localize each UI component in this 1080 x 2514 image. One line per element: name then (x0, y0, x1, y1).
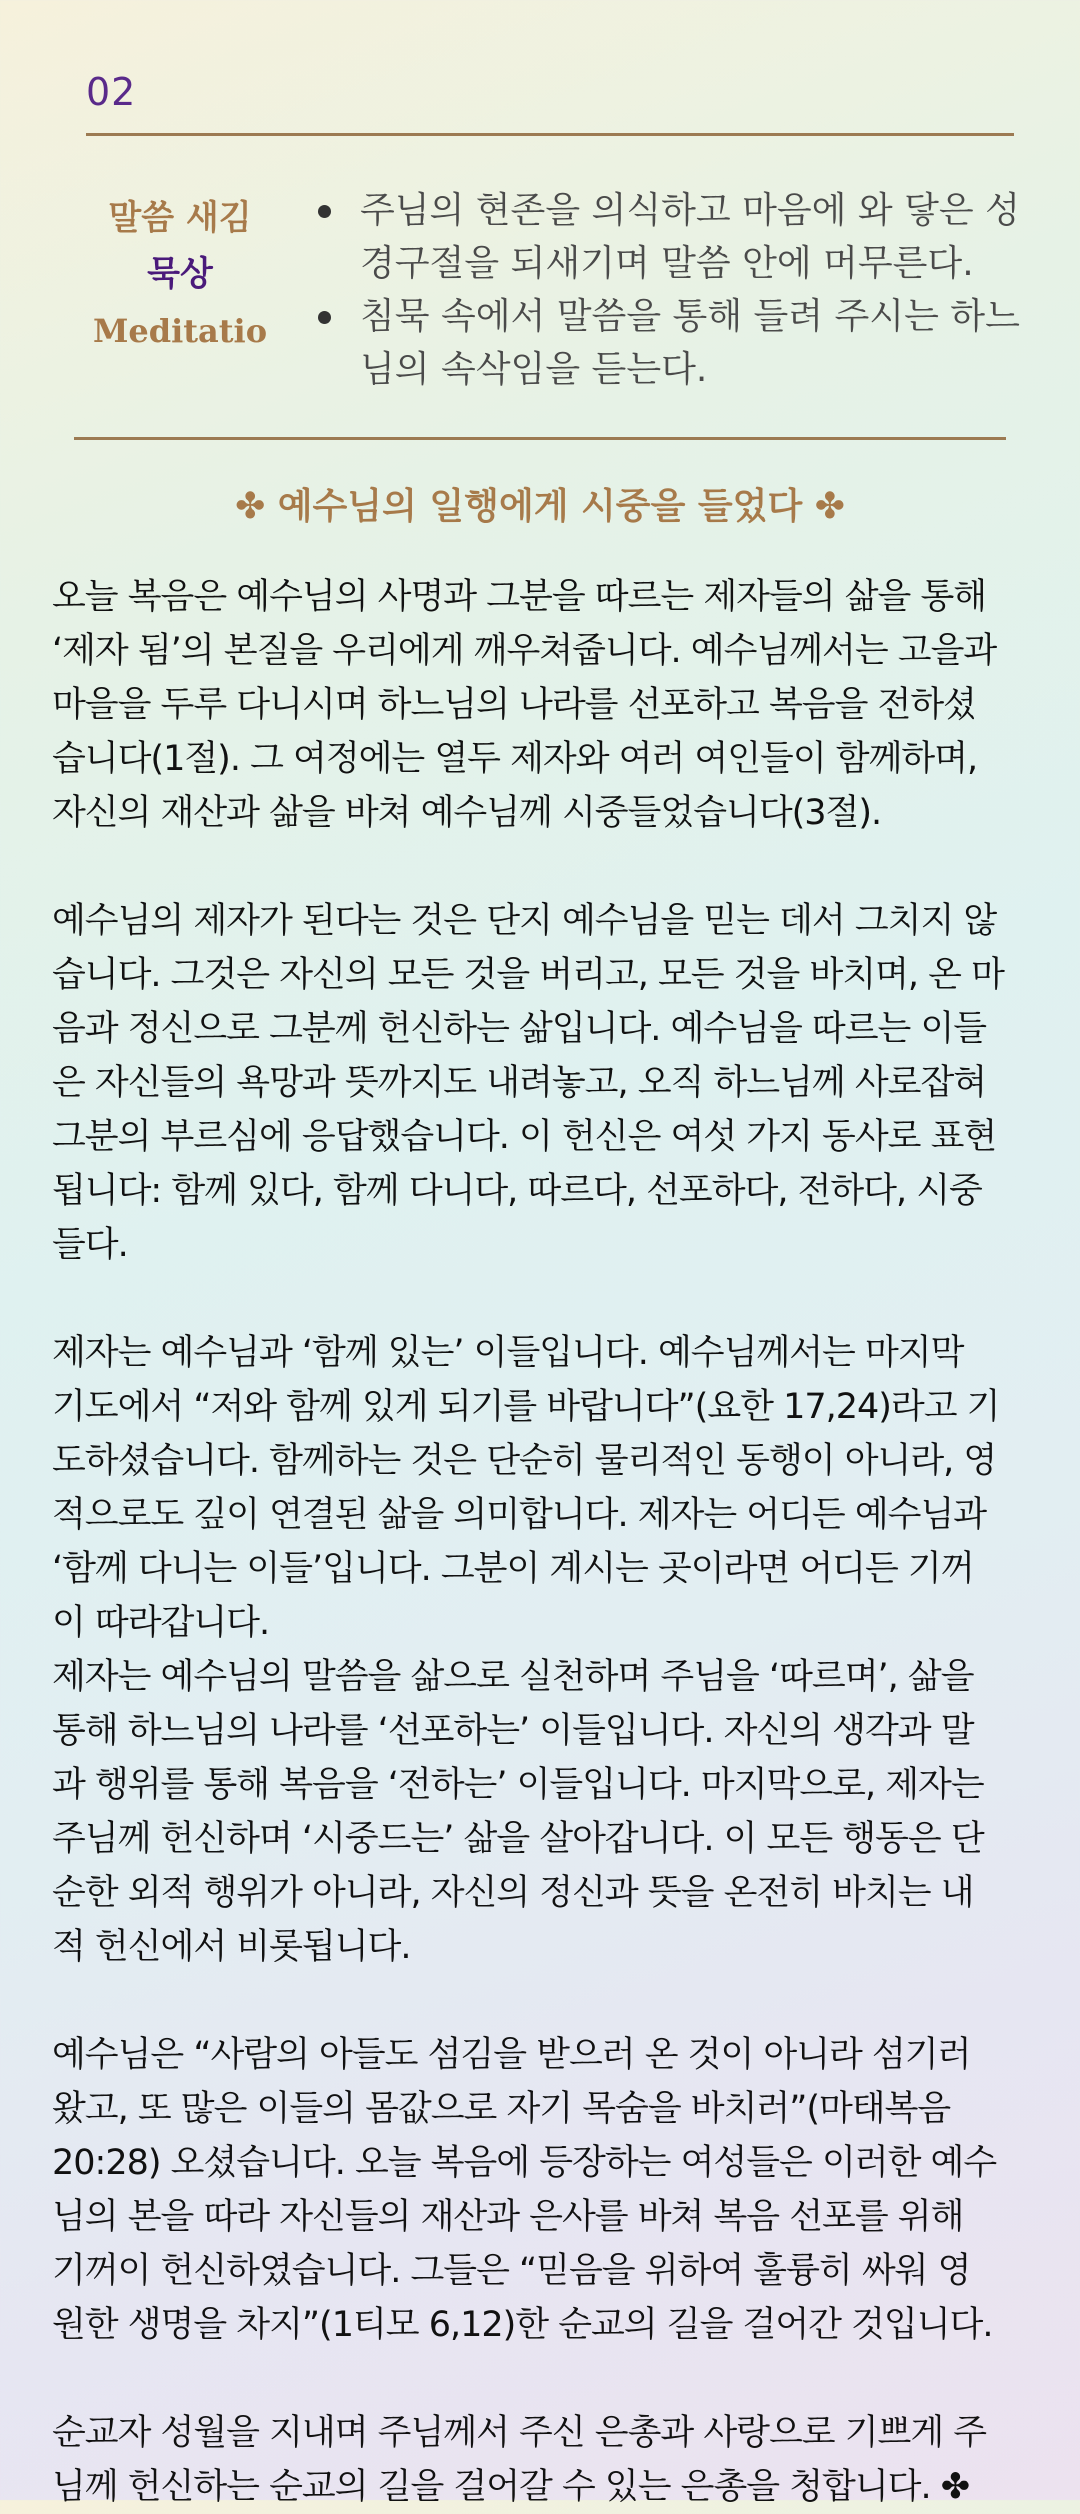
bullet-dot-icon (318, 311, 331, 324)
body-paragraph: 순교자 성월을 지내며 주님께서 주신 은총과 사랑으로 기쁘게 주 님께 헌신하는 순교의 길을 걸어갈 수 있는 은총을 청합니다. ✤ (52, 2413, 987, 2507)
meditation-bullet (318, 290, 1030, 396)
top-divider (86, 133, 1014, 136)
meditation-label-latin: Meditatio (92, 312, 268, 350)
body-paragraph: 제자는 예수님과 ‘함께 있는’ 이들입니다. 예수님께서는 마지막 기도에서 “저와 함께 있게 되기를 바랍니다”(요한 17,24)라고 기 도하셨습니다. 함께하는 것은 단순히 물리적인 동행이 아니라, 영 적으로도 깊이 연결된 삶을 의미합니다. 제자는 어디든 예수님과 ‘함께 다니는 이들’입니다. 그분이 계시는 곳이라면 어디든 기꺼 이 따라갑니다. (52, 1333, 1000, 1643)
meditation-bullet-list (318, 184, 1030, 396)
meditation-bullet (318, 184, 1030, 290)
page-number: 02 (86, 70, 137, 114)
meditation-label (70, 190, 290, 360)
meditation-label-ko: 말씀 새김 (108, 198, 252, 238)
meditation-bullet-text: 침묵 속에서 말씀을 통해 들려 주시는 하느님의 속삭임을 듣는다. (360, 296, 1020, 390)
body-paragraph: 예수님은 “사람의 아들도 섬김을 받으러 온 것이 아니라 섬기러 왔고, 또 많은 이들의 몸값으로 자기 목숨을 바치러”(마태복음 20:28) 오셨습니다. 오늘 복음에 등장하는 여성들은 이러한 예수 님의 본을 따라 자신들의 재산과 은사를 바쳐 복음 선포를 위해 기꺼이 헌신하였습니다. 그들은 “믿음을 위하여 훌륭히 싸워 영 원한 생명을 차지”(1티모 6,12)한 순교의 길을 걸어간 것입니다. (52, 2035, 997, 2345)
body-paragraph: 오늘 복음은 예수님의 사명과 그분을 따르는 제자들의 삶을 통해 ‘제자 됨’의 본질을 우리에게 깨우쳐줍니다. 예수님께서는 고을과 마을을 두루 다니시며 하느님의 나라를 선포하고 복음을 전하셨 습니다(1절). 그 여정에는 열두 제자와 여러 여인들이 함께하며, 자신의 재산과 삶을 바쳐 예수님께 시중들었습니다(3절). (52, 577, 997, 833)
meditation-bullet-text: 주님의 현존을 의식하고 마음에 와 닿은 성경구절을 되새기며 말씀 안에 머무른다. (360, 190, 1020, 284)
bullet-dot-icon (318, 205, 331, 218)
reading-body (52, 570, 1035, 2514)
body-paragraph: 예수님의 제자가 된다는 것은 단지 예수님을 믿는 데서 그치지 않 습니다. 그것은 자신의 모든 것을 버리고, 모든 것을 바치며, 온 마 음과 정신으로 그분께 헌신하는 삶입니다. 예수님을 따르는 이들 은 자신들의 욕망과 뜻까지도 내려놓고, 오직 하느님께 사로잡혀 그분의 부르심에 응답했습니다. 이 헌신은 여섯 가지 동사로 표현 됩니다: 함께 있다, 함께 다니다, 따르다, 선포하다, 전하다, 시중 들다. (52, 901, 1004, 1265)
reading-title: ✤ 예수님의 일행에게 시중을 들었다 ✤ (235, 486, 845, 527)
body-paragraph: 제자는 예수님의 말씀을 삶으로 실천하며 주님을 ‘따르며’, 삶을 통해 하느님의 나라를 ‘선포하는’ 이들입니다. 자신의 생각과 말 과 행위를 통해 복음을 ‘전하는’ 이들입니다. 마지막으로, 제자는 주님께 헌신하며 ‘시중드는’ 삶을 살아갑니다. 이 모든 행동은 단 순한 외적 행위가 아니라, 자신의 정신과 뜻을 온전히 바치는 내 적 헌신에서 비롯됩니다. (52, 1657, 984, 1967)
bottom-divider (74, 437, 1006, 440)
meditation-label-sub: 묵상 (147, 254, 213, 294)
